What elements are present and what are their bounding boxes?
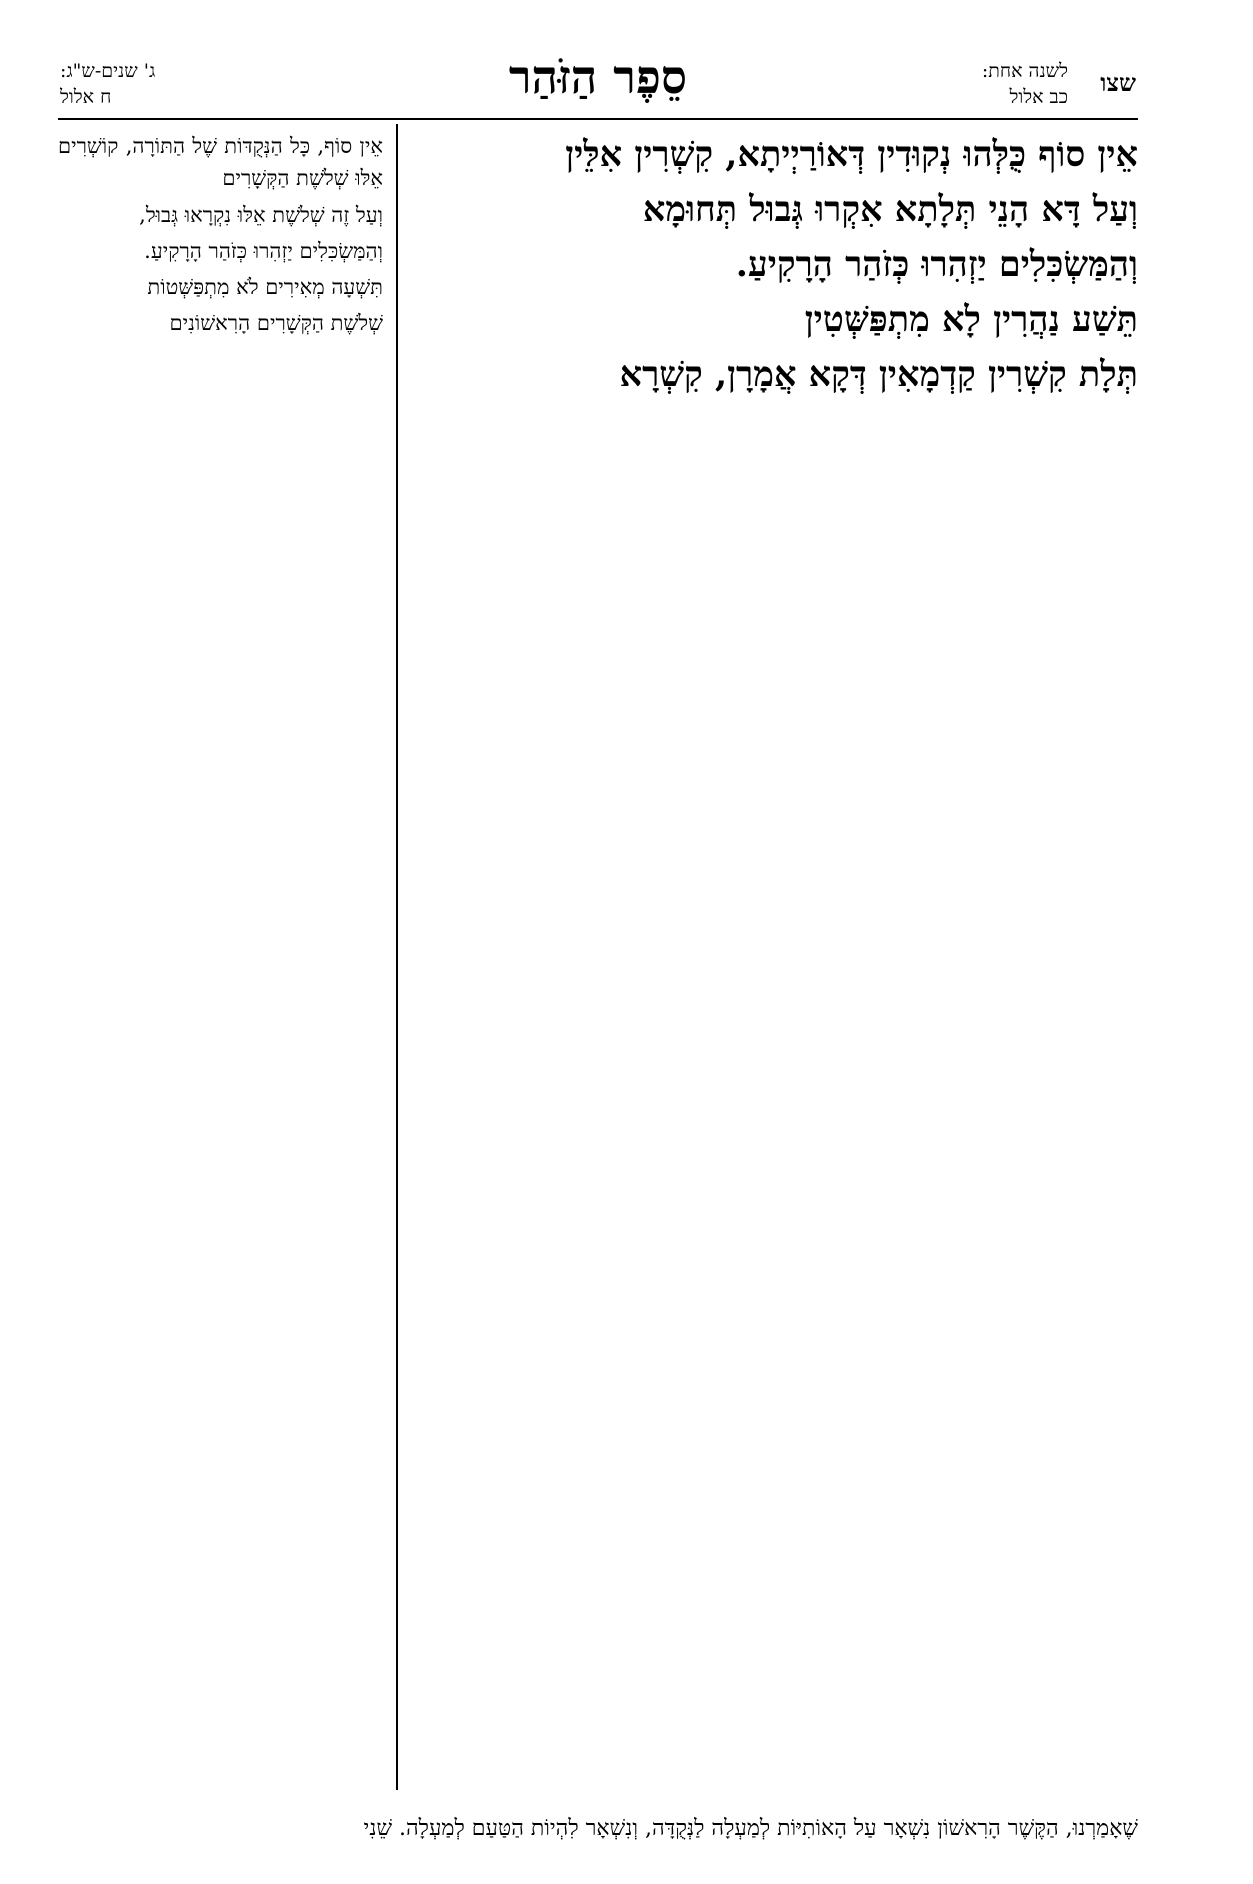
commentary-paragraph: אֵין סוֹף, כָּל הַנְּקֻדּוֹת שֶׁל הַתּוֹרָה, קוֹשְׁרִים אֵלּוּ שְׁלֹשֶׁת הַקְּשָׁרִים xyxy=(58,134,383,191)
main-paragraph: וְהַמַּשְׂכִּלִים יַזְהִרוּ כְּזֹהַר הָרָקִיעַ. xyxy=(735,244,1138,285)
schedule-three-years: ג' שנים-ש"ג: xyxy=(60,60,156,82)
main-paragraph: תֵּשַׁע נַהֲרִין לָא מִתְפַּשְּׁטִין xyxy=(804,299,1138,340)
schedule-one-year-date: כב אלול xyxy=(1009,86,1068,108)
schedule-one-year: לשנה אחת: xyxy=(981,60,1068,82)
book-title: סֵפֶר הַזֹּהַר xyxy=(508,50,688,104)
page-header xyxy=(58,50,1138,120)
header-rule xyxy=(58,118,1138,120)
schedule-three-years-date: ח אלול xyxy=(60,86,112,108)
main-paragraph: תְּלָת קִשְׁרִין קַדְמָאִין דְּקָא אֲמָרָן, קִשְׁרָא xyxy=(619,354,1138,395)
zohar-page xyxy=(58,50,1138,1848)
commentary-paragraph: וְהַמַּשְׂכִּלִים יַזְהִרוּ כְּזֹהַר הָרָקִיעַ. xyxy=(144,238,383,263)
hebrew-translation-column xyxy=(58,130,383,1788)
commentary-paragraph: וְעַל זֶה שְׁלֹשֶׁת אֵלּוּ נִקְרָאוּ גְּבוּל, xyxy=(139,202,383,227)
main-paragraph: וְעַל דָּא הָנֵי תְּלָתָא אִקְרוּ גְּבוּל תְּחוּמָא xyxy=(642,189,1138,230)
commentary-paragraph: שְׁלֹשֶׁת הַקְּשָׁרִים הָרִאשׁוֹנִים xyxy=(169,311,383,336)
commentary-paragraph: תִּשְׁעָה מְאִירִים לֹא מִתְפַּשְּׁטוֹת xyxy=(147,275,383,300)
folio-number: שצו xyxy=(1100,68,1136,97)
main-paragraph: אֵין סוֹף כֻּלְּהוּ נְקוּדִין דְּאוֹרַיְיתָא, קִשְׁרִין אִלֵּין xyxy=(565,134,1138,175)
column-divider xyxy=(396,124,398,1790)
aramaic-text-column xyxy=(410,130,1138,1788)
bottom-line: שֶׁאָמַרְנוּ, הַקֶּשֶׁר הָרִאשׁוֹן נִשְׁאָר עַל הָאוֹתִיּוֹת לְמַעְלָה לַנְּקֻדָּה, וְנִשְׁאָר לִהְיוֹת הַטַּעַם לְמַעְלָה. שֵׁנִי xyxy=(363,1816,1138,1841)
